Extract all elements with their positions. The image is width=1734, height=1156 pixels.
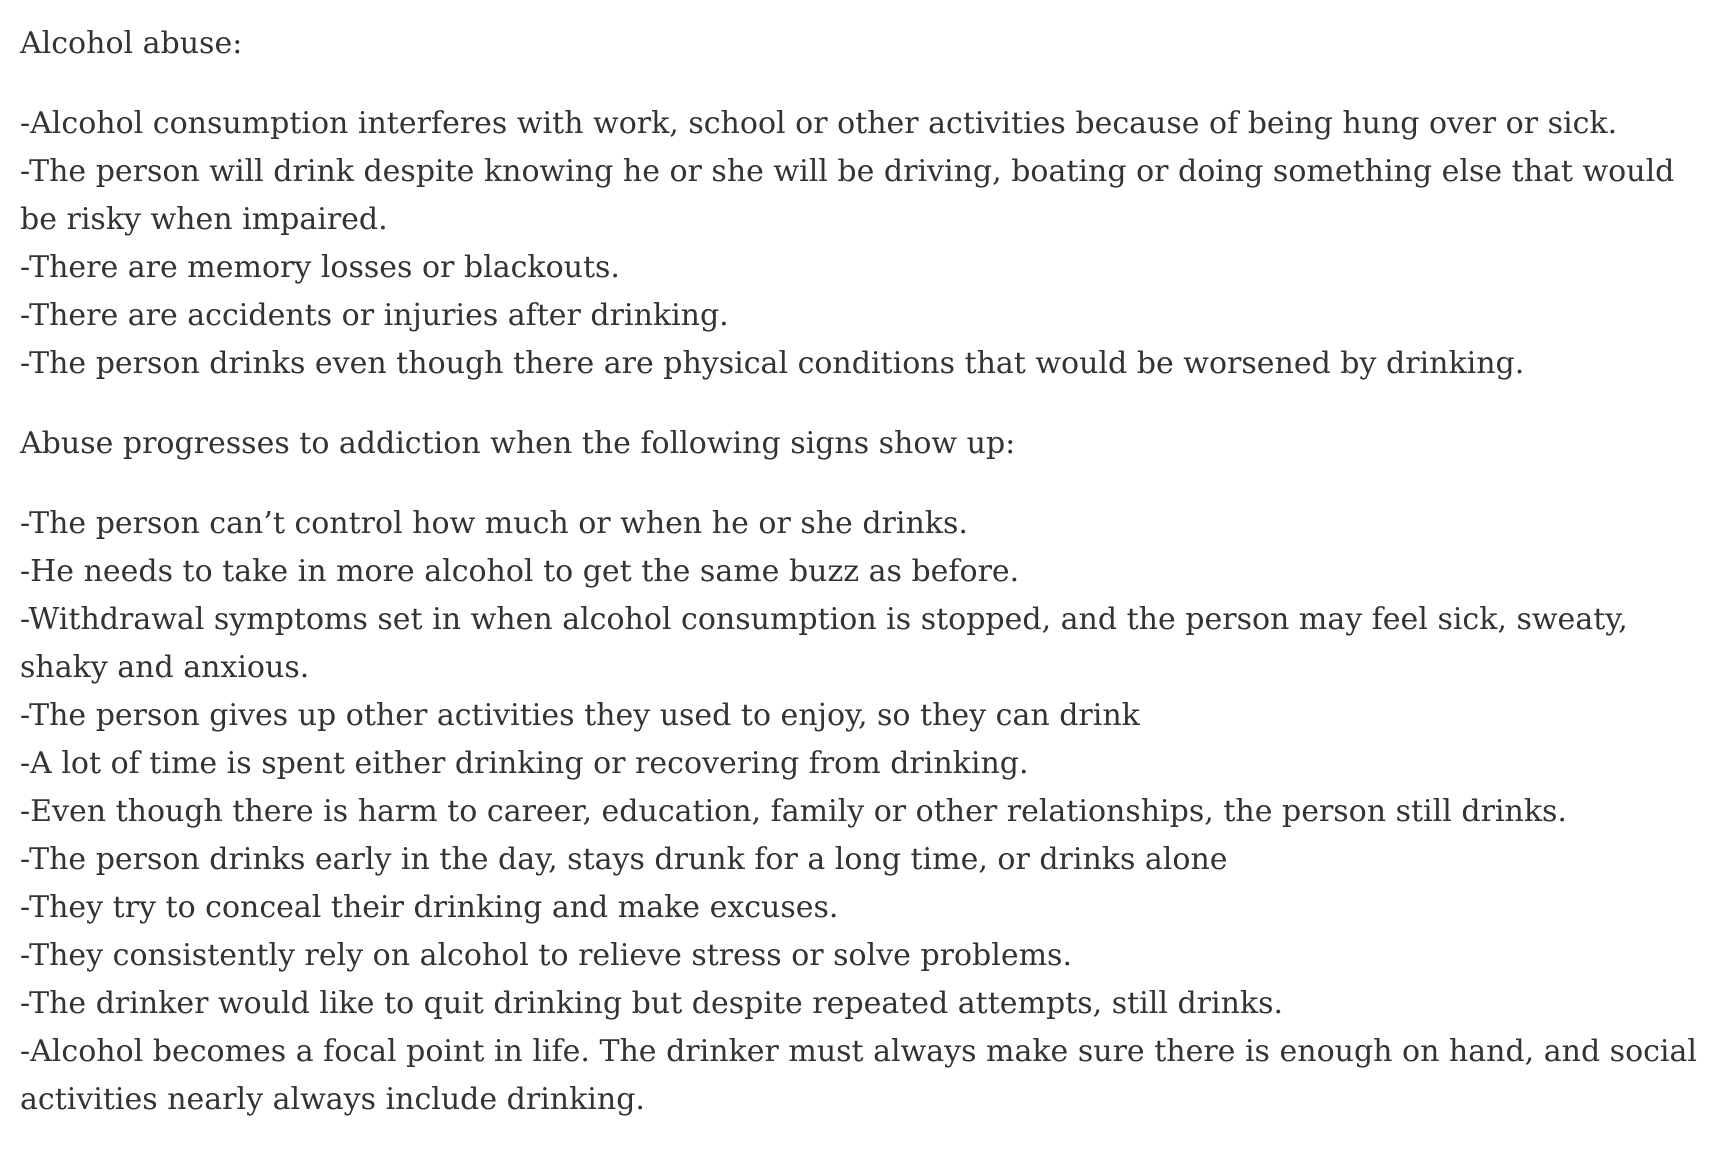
list-item: -They try to conceal their drinking and make excuses. — [20, 890, 839, 925]
list-item: -The person drinks even though there are physical conditions that would be worsened by drinking. — [20, 346, 1525, 381]
article-body — [20, 20, 1710, 1156]
section-heading-addiction: Abuse progresses to addiction when the following signs show up: — [20, 426, 1016, 461]
list-item: -The person can’t control how much or when he or she drinks. — [20, 506, 968, 541]
list-item: -Withdrawal symptoms set in when alcohol consumption is stopped, and the person may feel sick, sweaty, shaky and anxious. — [20, 602, 1628, 685]
list-item: -The person gives up other activities they used to enjoy, so they can drink — [20, 698, 1140, 733]
list-item: -The person drinks early in the day, stays drunk for a long time, or drinks alone — [20, 842, 1228, 877]
list-item: -There are memory losses or blackouts. — [20, 250, 620, 285]
abuse-signs-list — [20, 100, 1710, 388]
list-item: -Alcohol becomes a focal point in life. The drinker must always make sure there is enough on hand, and social activities nearly always include drinking. — [20, 1034, 1698, 1117]
section-heading-alcohol-abuse: Alcohol abuse: — [20, 26, 243, 61]
list-item: -Alcohol consumption interferes with work, school or other activities because of being hung over or sick. — [20, 106, 1618, 141]
list-item: -He needs to take in more alcohol to get the same buzz as before. — [20, 554, 1020, 589]
list-item: -There are accidents or injuries after drinking. — [20, 298, 729, 333]
list-item: -They consistently rely on alcohol to relieve stress or solve problems. — [20, 938, 1072, 973]
list-item: -A lot of time is spent either drinking or recovering from drinking. — [20, 746, 1029, 781]
list-item: -The person will drink despite knowing he or she will be driving, boating or doing something else that would be risky when impaired. — [20, 154, 1675, 237]
list-item: -The drinker would like to quit drinking but despite repeated attempts, still drinks. — [20, 986, 1284, 1021]
addiction-signs-list — [20, 500, 1710, 1124]
list-item: -Even though there is harm to career, education, family or other relationships, the person still drinks. — [20, 794, 1567, 829]
